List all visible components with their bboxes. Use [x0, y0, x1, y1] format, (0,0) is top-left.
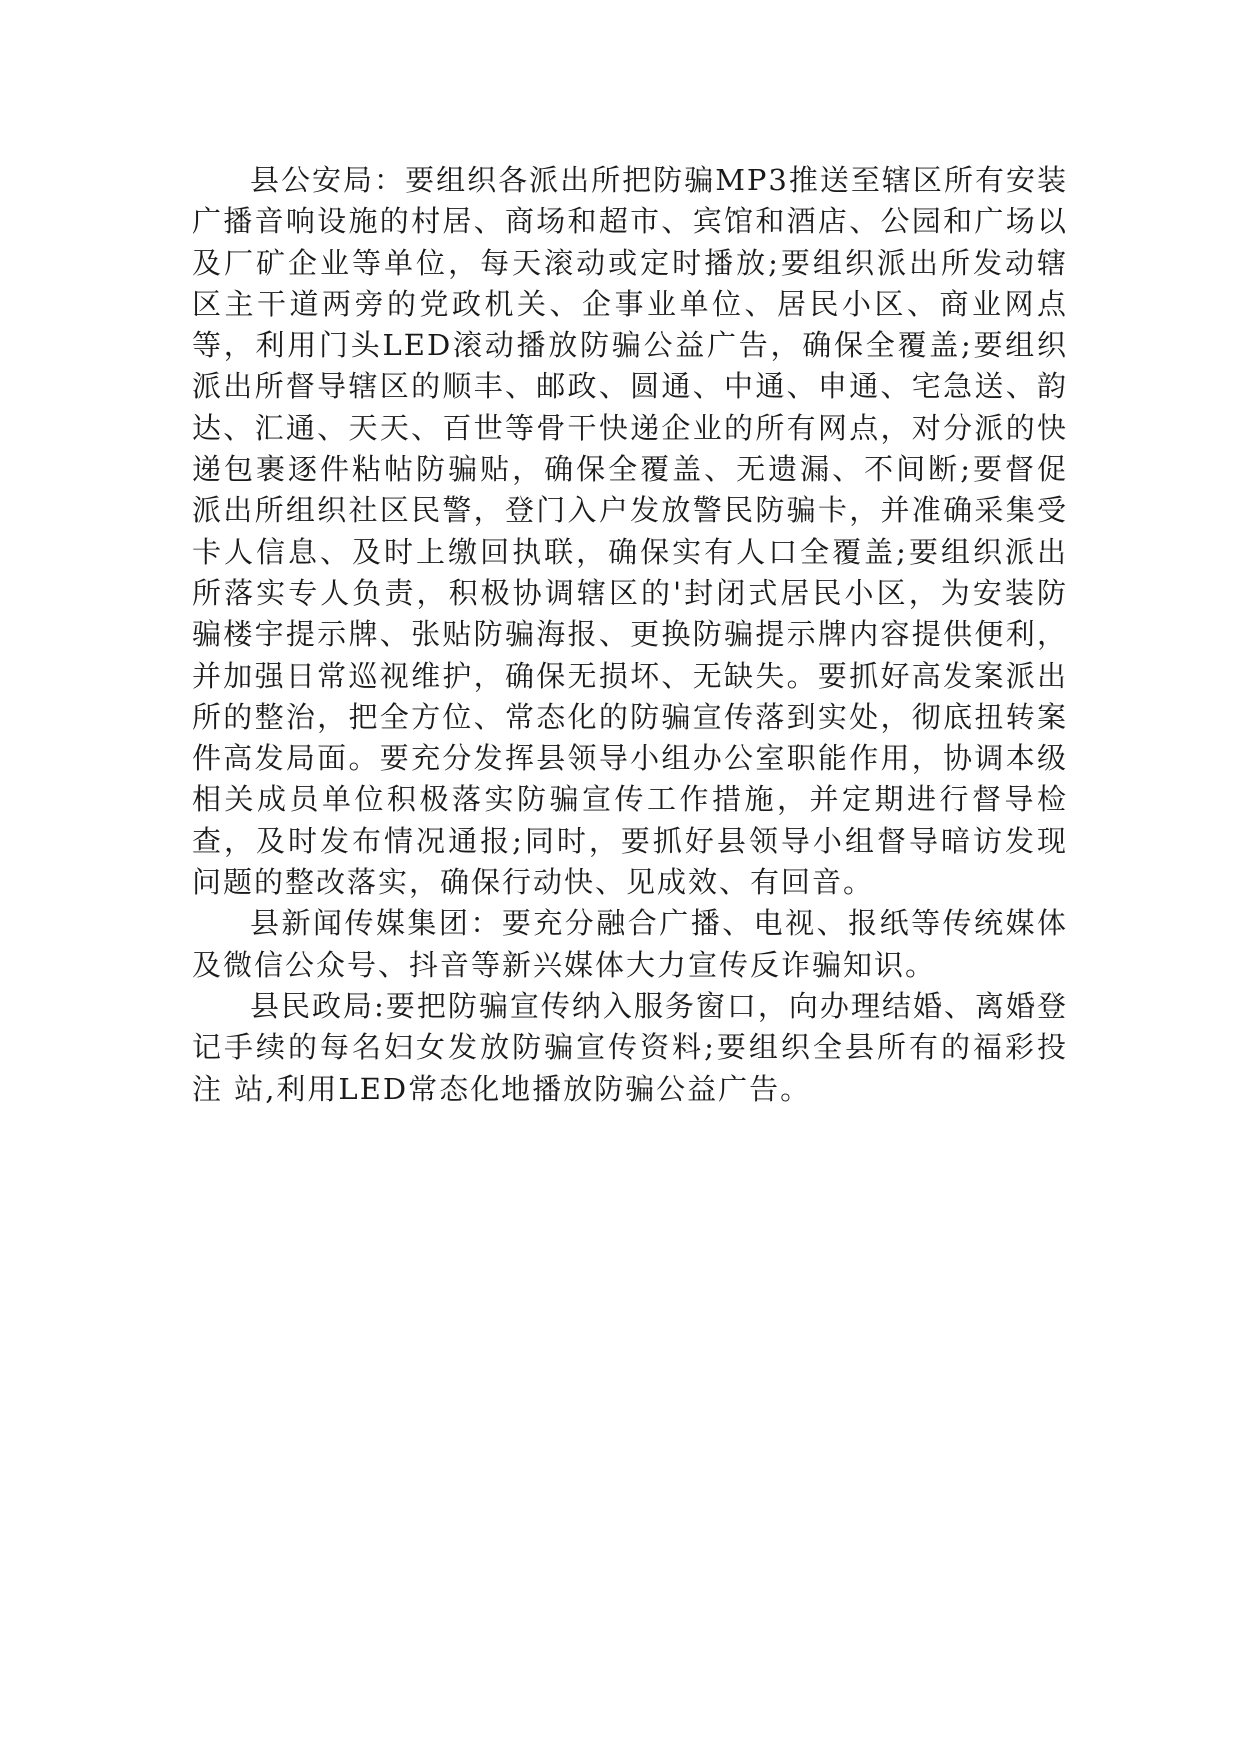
paragraph-news-media-group: 县新闻传媒集团：要充分融合广播、电视、报纸等传统媒体及微信公众号、抖音等新兴媒体大力宣传反诈骗知识。 — [192, 906, 1068, 982]
paragraph-civil-affairs-bureau: 县民政局:要把防骗宣传纳入服务窗口，向办理结婚、离婚登记手续的每名妇女发放防骗宣传资料;要组织全县所有的福彩投注 站,利用LED常态化地播放防骗公益广告。 — [192, 988, 1068, 1106]
paragraph-public-security-bureau: 县公安局：要组织各派出所把防骗MP3推送至辖区所有安装广播音响设施的村居、商场和超市、宾馆和酒店、公园和广场以及厂矿企业等单位，每天滚动或定时播放;要组织派出所发动辖区主干道两旁的党政机关、企事业单位、居民小区、商业网点等，利用门头LED滚动播放防骗公益广告，确保全覆盖;要组织派出所督导辖区的顺丰、邮政、圆通、中通、申通、宅急送、韵达、汇通、天天、百世等骨干快递企业的所有网点，对分派的快递包裹逐件粘帖防骗贴，确保全覆盖、无遗漏、不间断;要督促派出所组织社区民警，登门入户发放警民防骗卡，并准确采集受卡人信息、及时上缴回执联，确保实有人口全覆盖;要组织派出所落实专人负责，积极协调辖区的'封闭式居民小区，为安装防骗楼宇提示牌、张贴防骗海报、更换防骗提示牌内容提供便利，并加强日常巡视维护，确保无损坏、无缺失。要抓好高发案派出所的整治，把全方位、常态化的防骗宣传落到实处，彻底扭转案件高发局面。要充分发挥县领导小组办公室职能作用，协调本级相关成员单位积极落实防骗宣传工作措施，并定期进行督导检查，及时发布情况通报;同时，要抓好县领导小组督导暗访发现问题的整改落实，确保行动快、见成效、有回音。 — [192, 163, 1068, 900]
document-body — [192, 160, 1068, 1110]
